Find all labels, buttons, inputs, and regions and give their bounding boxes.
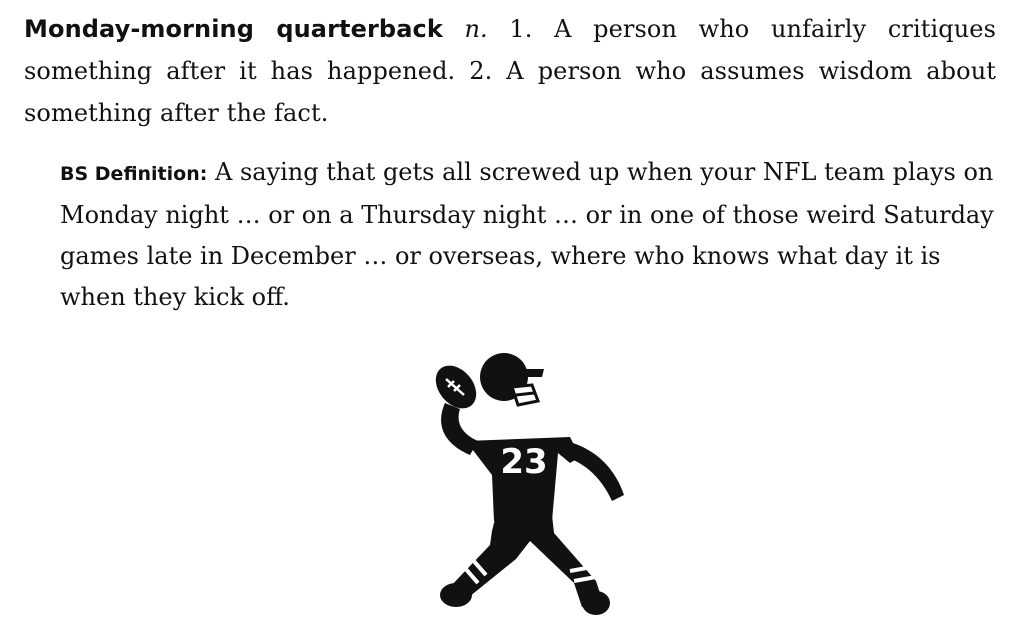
entry-definition: 1. A person who unfairly critiques something after it has happened. 2. A person who assumes wisdom about something after the fact. <box>24 15 996 127</box>
part-of-speech: n. <box>464 15 488 43</box>
bs-definition-text: A saying that gets all screwed up when your NFL team plays on Monday night … or on a Thursday night … or in one of those weird Saturday games late in December … or overseas, where who knows what day it is when they kick off. <box>60 158 994 311</box>
jersey-number: 23 <box>500 442 548 482</box>
right-shoe <box>582 591 610 615</box>
bs-definition <box>60 152 1005 318</box>
dictionary-entry <box>24 8 996 134</box>
quarterback-throwing-icon <box>420 345 640 615</box>
bs-definition-label: BS Definition: <box>60 163 208 185</box>
quarterback-illustration <box>420 345 640 615</box>
left-shoe <box>440 583 472 607</box>
entry-term: Monday-morning quarterback <box>24 15 443 43</box>
left-arm <box>560 441 624 501</box>
